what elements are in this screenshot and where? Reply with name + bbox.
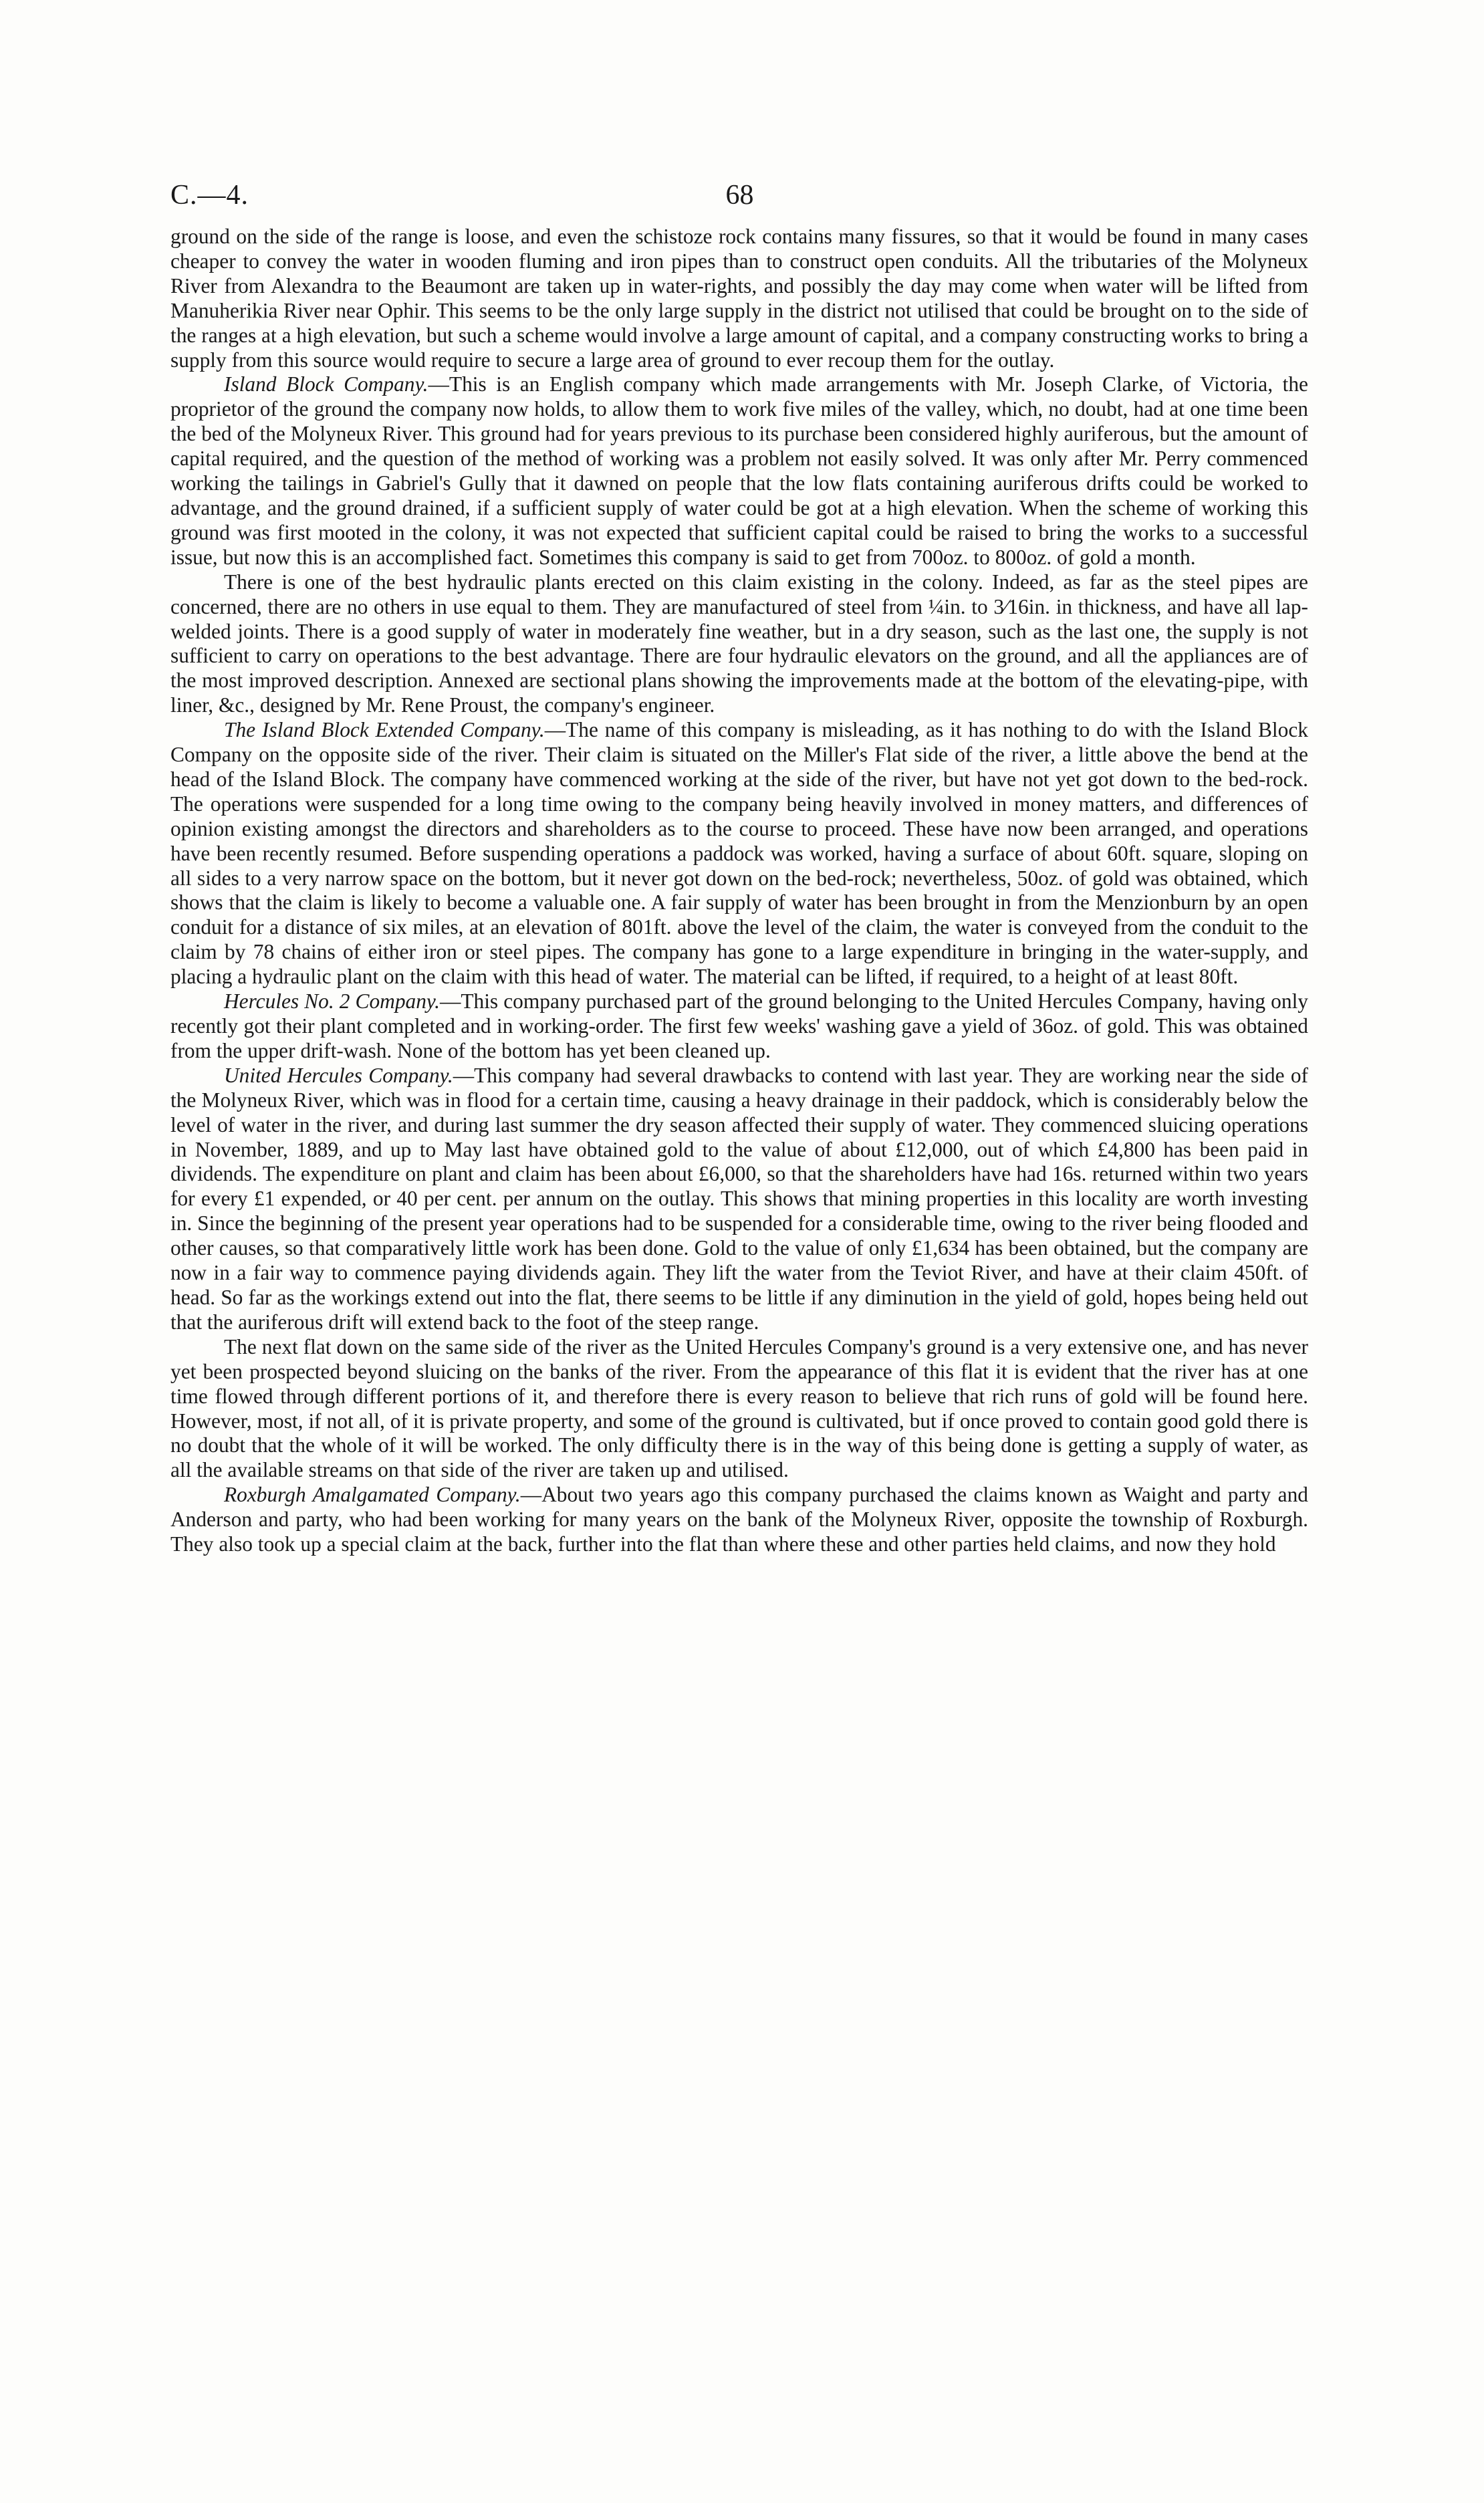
company-heading: Hercules No. 2 Company. (224, 989, 440, 1014)
paragraph (170, 1064, 1308, 1335)
paragraph-text: —The name of this company is misleading, as it has nothing to do with the Island Block Company on the opposite side of the river. Their claim is situated on the Miller's Flat side of the river, a little above the bend at the head of the Island Block. The company have commenced working at the side of the river, but have not yet got down to the bed-rock. The operations were suspended for a long time owing to the company being heavily involved in money matters, and differences of opinion existing amongst the directors and shareholders as to the course to proceed. These have now been arranged, and operations have been recently resumed. Before suspending operations a paddock was worked, having a surface of about 60ft. square, sloping on all sides to a very narrow space on the bottom, but it never got down on the bed-rock; nevertheless, 50oz. of gold was obtained, which shows that the claim is likely to become a valuable one. A fair supply of water has been brought in from the Menzionburn by an open conduit for a distance of six miles, at an elevation of 801ft. above the level of the claim, the water is conveyed from the conduit to the claim by 78 chains of either iron or steel pipes. The company has gone to a large expenditure in bringing in the water-supply, and placing a hydraulic plant on the claim with this head of water. The material can be lifted, if required, to a height of at least 80ft. (170, 718, 1308, 989)
body-text (170, 225, 1308, 1557)
paragraph-text: There is one of the best hydraulic plants erected on this claim existing in the colony. Indeed, as far as the steel pipes are concerned, there are no others in use equal to them. They are manufactured of steel from ¼in. to 3⁄16in. in thickness, and have all lap-welded joints. There is a good supply of water in moderately fine weather, but in a dry season, such as the last one, the supply is not sufficient to carry on operations to the best advantage. There are four hydraulic elevators on the ground, and all the appliances are of the most improved description. Annexed are sectional plans showing the improvements made at the bottom of the elevating-pipe, with liner, &c., designed by Mr. Rene Proust, the company's engineer. (170, 570, 1308, 717)
company-heading: The Island Block Extended Company. (224, 718, 545, 742)
paragraph-text: The next flat down on the same side of the river as the United Hercules Company's ground is a very extensive one, and has never yet been prospected beyond sluicing on the banks of the river. From the appearance of this flat it is evident that the river has at one time flowed through different portions of it, and therefore there is every reason to believe that rich runs of gold will be found here. However, most, if not all, of it is private property, and some of the ground is cultivated, but if once proved to contain good gold there is no doubt that the whole of it will be worked. The only difficulty there is in the way of this being done is getting a supply of water, as all the available streams on that side of the river are taken up and utilised. (170, 1334, 1308, 1482)
document-reference: C.—4. (170, 180, 249, 211)
paragraph-text: —About two years ago this company purchased the claims known as Waight and party and Anderson and party, who had been working for many years on the bank of the Molyneux River, opposite the township of Roxburgh. They also took up a special claim at the back, further into the flat than where these and other parties held claims, and now they hold (170, 1483, 1308, 1556)
company-heading: United Hercules Company. (224, 1063, 453, 1087)
page-header (170, 175, 1309, 215)
paragraph (170, 1335, 1308, 1483)
company-heading: Island Block Company. (224, 372, 428, 396)
paragraph (170, 1483, 1308, 1557)
paragraph (170, 225, 1308, 372)
paragraph (170, 718, 1308, 989)
paragraph-text: —This is an English company which made arrangements with Mr. Joseph Clarke, of Victoria, the proprietor of the ground the company now holds, to allow them to work five miles of the valley, which, no doubt, had at one time been the bed of the Molyneux River. This ground had for years previous to its purchase been considered highly auriferous, but the amount of capital required, and the question of the method of working was a problem not easily solved. It was only after Mr. Perry commenced working the tailings in Gabriel's Gully that it dawned on people that the low flats containing auriferous drifts could be worked to advantage, and the ground drained, if a sufficient supply of water could be got at a high elevation. When the scheme of working this ground was first mooted in the colony, it was not expected that sufficient capital could be raised to bring the works to a successful issue, but now this is an accomplished fact. Sometimes this company is said to get from 700oz. to 800oz. of gold a month. (170, 372, 1308, 569)
page-number: 68 (725, 180, 754, 211)
paragraph (170, 570, 1308, 718)
company-heading: Roxburgh Amalgamated Company. (224, 1483, 521, 1507)
paragraph-text: ground on the side of the range is loose, and even the schistoze rock contains many fissures, so that it would be found in many cases cheaper to convey the water in wooden fluming and iron pipes than to construct open conduits. All the tributaries of the Molyneux River from Alexandra to the Beaumont are taken up in water-rights, and possibly the day may come when water will be lifted from Manuherikia River near Ophir. This seems to be the only large supply in the district not utilised that could be brought on to the side of the ranges at a high elevation, but such a scheme would involve a large amount of capital, and a company constructing works to bring a supply from this source would require to secure a large area of ground to ever recoup them for the outlay. (170, 225, 1308, 372)
paragraph-text: —This company had several drawbacks to contend with last year. They are working near the side of the Molyneux River, which was in flood for a certain time, causing a heavy drainage in their paddock, which is considerably below the level of water in the river, and during last summer the dry season affected their supply of water. They commenced sluicing operations in November, 1889, and up to May last have obtained gold to the value of about £12,000, out of which £4,800 has been paid in dividends. The expenditure on plant and claim has been about £6,000, so that the shareholders have had 16s. returned within two years for every £1 expended, or 40 per cent. per annum on the outlay. This shows that mining properties in this locality are worth investing in. Since the beginning of the present year operations had to be suspended for a considerable time, owing to the river being flooded and other causes, so that comparatively little work has been done. Gold to the value of only £1,634 has been obtained, but the company are now in a fair way to commence paying dividends again. They lift the water from the Teviot River, and have at their claim 450ft. of head. So far as the workings extend out into the flat, there seems to be little if any diminution in the yield of gold, hopes being held out that the auriferous drift will extend back to the foot of the steep range. (170, 1063, 1308, 1334)
paragraph-text: —This company purchased part of the ground belonging to the United Hercules Company, having only recently got their plant completed and in working-order. The first few weeks' washing gave a yield of 36oz. of gold. This was obtained from the upper drift-wash. None of the bottom has yet been cleaned up. (170, 989, 1308, 1062)
paragraph (170, 372, 1308, 570)
paragraph (170, 989, 1308, 1064)
